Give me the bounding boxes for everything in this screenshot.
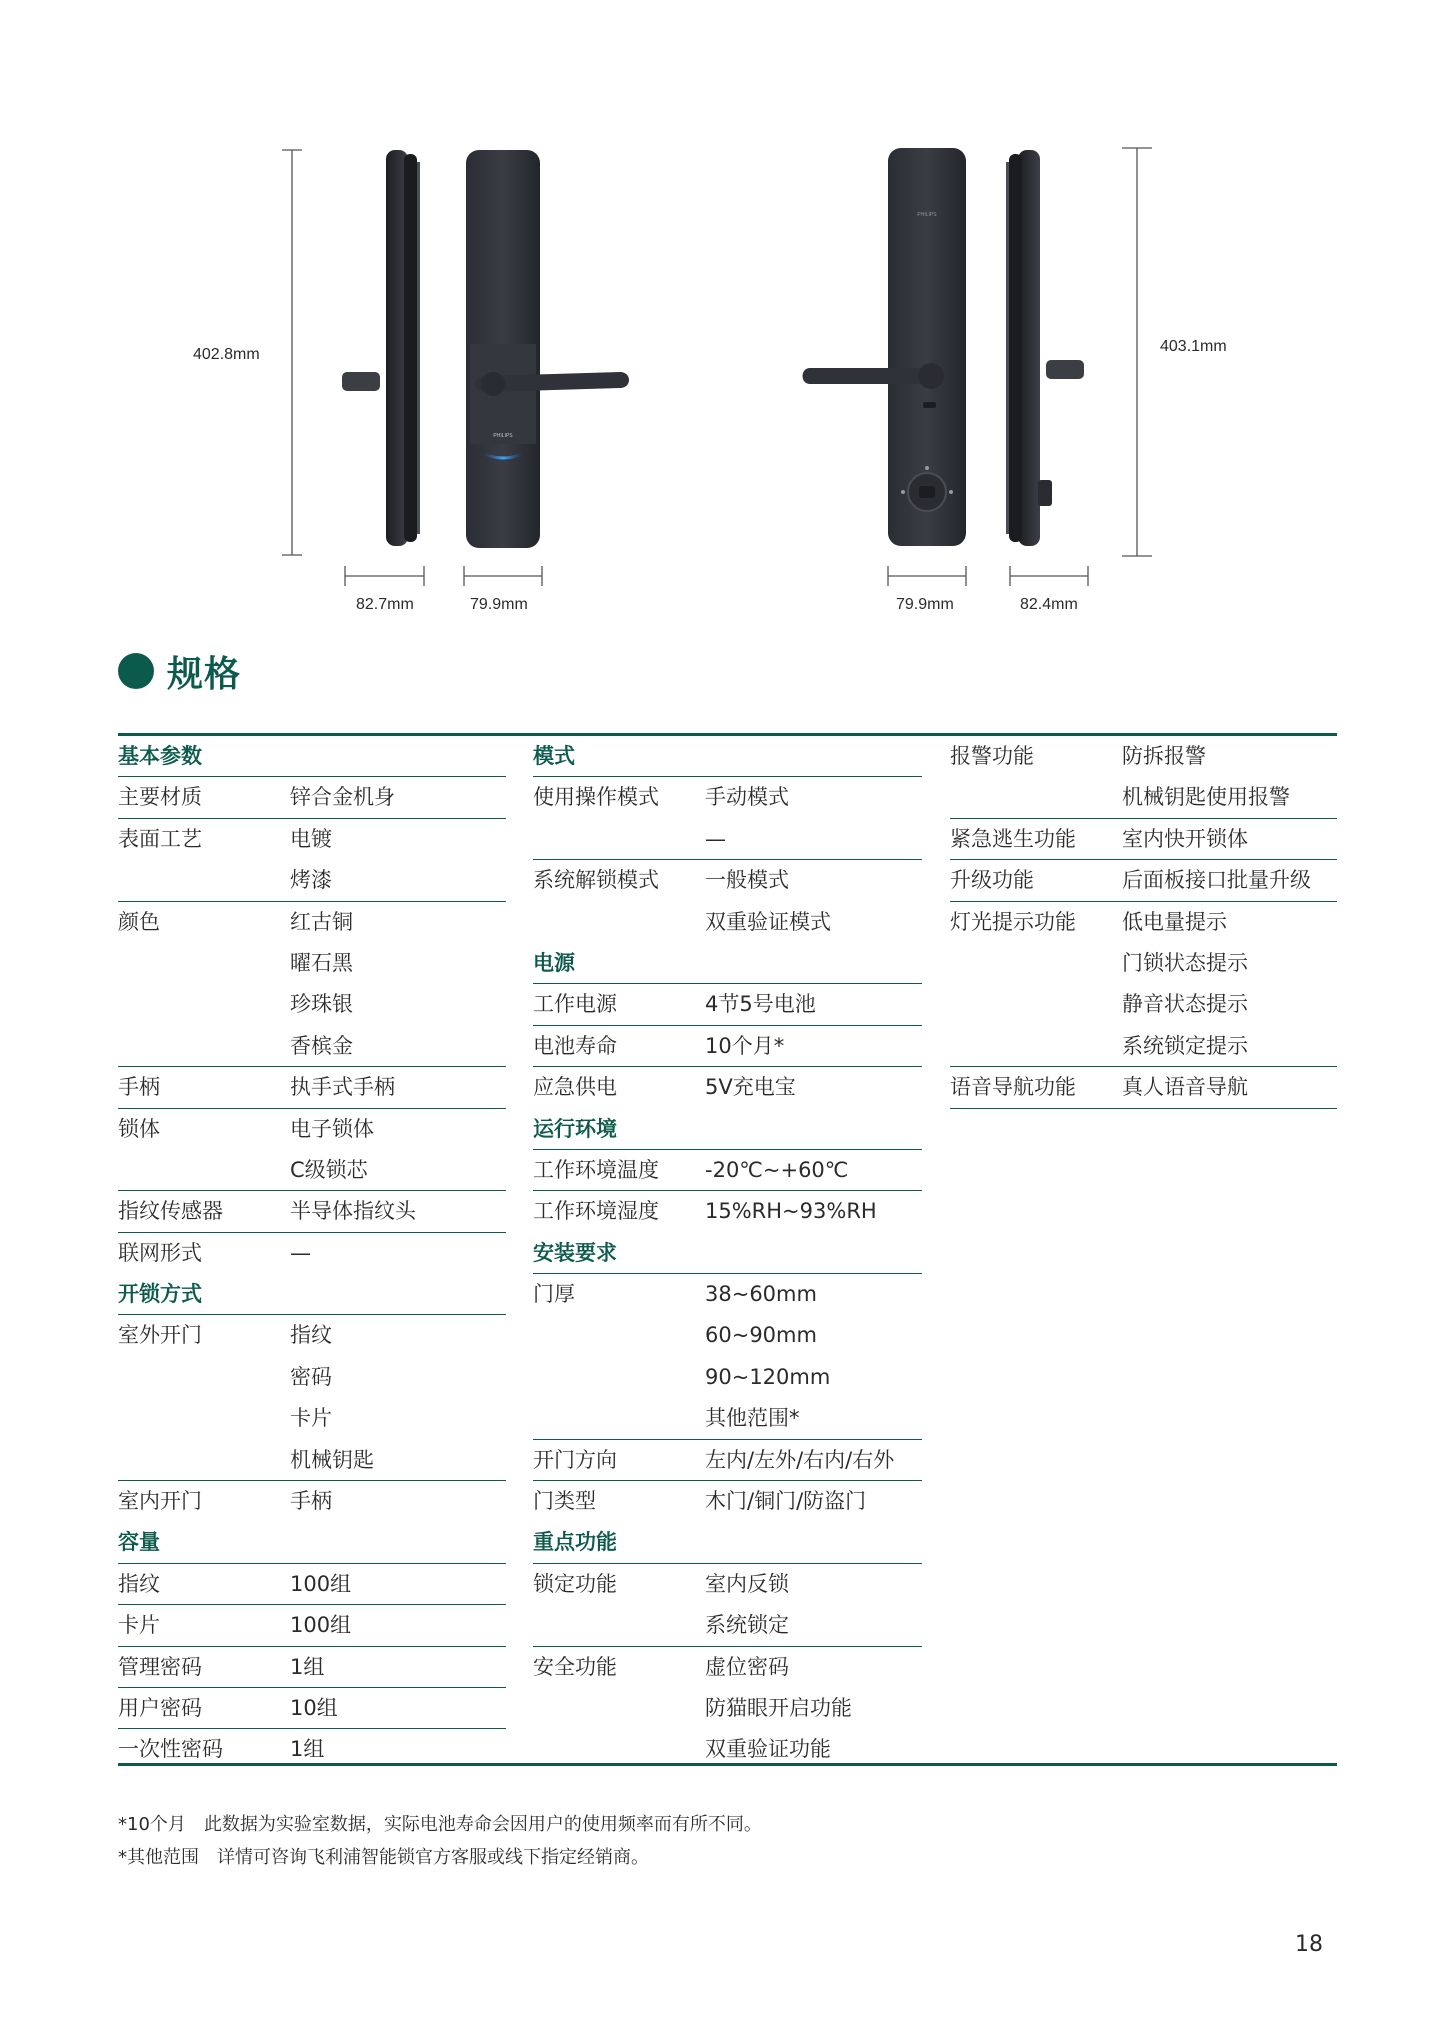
spec-value: 5V充电宝 — [705, 1075, 796, 1100]
spec-row — [533, 1564, 922, 1605]
spec-column-2 — [533, 736, 922, 1771]
left-height-dimension — [282, 150, 302, 555]
spec-row — [533, 1647, 922, 1688]
spec-row — [950, 1026, 1337, 1067]
spec-label: 联网形式 — [118, 1240, 202, 1265]
spec-row — [533, 1440, 922, 1481]
spec-value: 防猫眼开启功能 — [705, 1695, 852, 1720]
product-diagram — [0, 0, 1434, 640]
spec-row — [533, 860, 922, 901]
brand-mark: PHILIPS — [493, 433, 513, 439]
bullet-dot-icon — [118, 653, 154, 689]
spec-label: 使用操作模式 — [533, 785, 659, 810]
spec-group-header — [118, 1522, 506, 1563]
spec-label: 工作电源 — [533, 992, 617, 1017]
spec-row — [118, 1647, 506, 1688]
spec-row — [118, 1191, 506, 1232]
spec-value: 机械钥匙 — [290, 1447, 374, 1472]
spec-value: 卡片 — [290, 1406, 332, 1431]
spec-label: 门类型 — [533, 1489, 596, 1514]
spec-label: 表面工艺 — [118, 826, 202, 851]
brand-mark-back: PHILIPS — [917, 212, 937, 218]
spec-value: 指纹 — [290, 1323, 332, 1348]
spec-value: 室内反锁 — [705, 1571, 789, 1596]
spec-row — [118, 1315, 506, 1356]
spec-label: 报警功能 — [950, 744, 1034, 768]
spec-value: 木门/铜门/防盗门 — [705, 1489, 867, 1514]
spec-value: 密码 — [290, 1364, 332, 1389]
spec-row — [533, 984, 922, 1025]
spec-value: 系统锁定提示 — [1122, 1033, 1248, 1058]
lock-side-view-left — [342, 150, 420, 546]
spec-value: 100组 — [290, 1571, 352, 1596]
spec-row — [533, 1315, 922, 1356]
spec-label: 主要材质 — [118, 785, 202, 810]
spec-group-header — [118, 736, 506, 777]
group-title: 重点功能 — [533, 1530, 617, 1555]
spec-row — [533, 1481, 922, 1522]
spec-value: — — [705, 826, 726, 851]
spec-value: 门锁状态提示 — [1122, 950, 1248, 975]
spec-row — [118, 1026, 506, 1067]
spec-label: 锁定功能 — [533, 1571, 617, 1596]
group-title: 电源 — [533, 950, 575, 975]
spec-row — [533, 1398, 922, 1439]
spec-value: 手动模式 — [705, 785, 789, 810]
spec-row — [950, 1067, 1337, 1108]
spec-row — [118, 1067, 506, 1108]
spec-value: 防拆报警 — [1122, 744, 1206, 768]
right-height-dimension — [1122, 148, 1152, 556]
spec-label: 应急供电 — [533, 1075, 617, 1100]
dimension-height-right: 403.1mm — [1160, 338, 1227, 355]
spec-label: 锁体 — [118, 1116, 160, 1141]
spec-row — [533, 1026, 922, 1067]
spec-value: 烤漆 — [290, 868, 332, 893]
spec-value: 1组 — [290, 1737, 325, 1762]
spec-row — [118, 1688, 506, 1729]
spec-value: C级锁芯 — [290, 1157, 368, 1182]
spec-value: 锌合金机身 — [290, 785, 395, 810]
spec-group-header — [533, 736, 922, 777]
group-title: 基本参数 — [118, 744, 202, 768]
lock-front-view — [466, 150, 629, 548]
spec-row — [950, 777, 1337, 818]
spec-value: 1组 — [290, 1654, 325, 1679]
dimension-width-right-side: 82.4mm — [1020, 596, 1078, 613]
spec-label: 开门方向 — [533, 1447, 617, 1472]
spec-value: 静音状态提示 — [1122, 992, 1248, 1017]
spec-value: 左内/左外/右内/右外 — [705, 1447, 895, 1472]
page-number: 18 — [1295, 1932, 1323, 1957]
spec-value: 一般模式 — [705, 868, 789, 893]
spec-row — [533, 902, 922, 943]
spec-label: 系统解锁模式 — [533, 868, 659, 893]
spec-row — [533, 1688, 922, 1729]
spec-row — [950, 860, 1337, 901]
spec-label: 室内开门 — [118, 1489, 202, 1514]
spec-value: 曜石黑 — [290, 950, 353, 975]
spec-label: 灯光提示功能 — [950, 909, 1076, 934]
spec-group-header — [533, 1109, 922, 1150]
spec-value: 其他范围* — [705, 1406, 800, 1431]
spec-group-header — [533, 1233, 922, 1274]
spec-value: 电子锁体 — [290, 1116, 374, 1141]
spec-value: 执手式手柄 — [290, 1075, 395, 1100]
spec-label: 升级功能 — [950, 868, 1034, 893]
spec-group-header — [533, 1522, 922, 1563]
spec-value: 机械钥匙使用报警 — [1122, 785, 1290, 810]
spec-value: 双重验证模式 — [705, 909, 831, 934]
dimension-width-left-side: 82.7mm — [356, 596, 414, 613]
section-heading — [118, 646, 241, 696]
right-width-dimensions — [888, 566, 1088, 586]
spec-row — [950, 819, 1337, 860]
spec-label: 工作环境温度 — [533, 1157, 659, 1182]
spec-row — [118, 777, 506, 818]
spec-row — [118, 1357, 506, 1398]
spec-label: 颜色 — [118, 909, 160, 934]
spec-row — [950, 984, 1337, 1025]
group-title: 安装要求 — [533, 1240, 617, 1265]
spec-label: 门厚 — [533, 1282, 575, 1307]
spec-row — [118, 1233, 506, 1274]
lock-side-view-right — [1006, 150, 1084, 546]
section-title: 规格 — [167, 653, 242, 695]
spec-value: 系统锁定 — [705, 1613, 789, 1638]
spec-label: 一次性密码 — [118, 1737, 223, 1762]
spec-row — [118, 902, 506, 943]
spec-value: 低电量提示 — [1122, 909, 1227, 934]
spec-row — [950, 943, 1337, 984]
spec-label: 紧急逃生功能 — [950, 826, 1076, 851]
spec-row — [118, 984, 506, 1025]
spec-row — [533, 1274, 922, 1315]
spec-value: 虚位密码 — [705, 1654, 789, 1679]
group-title: 运行环境 — [533, 1116, 617, 1141]
spec-row — [533, 819, 922, 860]
spec-value: 半导体指纹头 — [290, 1199, 416, 1224]
spec-table — [118, 733, 1337, 1768]
spec-value: 38~60mm — [705, 1282, 817, 1307]
spec-value: 10个月* — [705, 1033, 785, 1058]
spec-label: 指纹传感器 — [118, 1199, 223, 1224]
spec-label: 卡片 — [118, 1613, 160, 1638]
spec-value: 珍珠银 — [290, 992, 353, 1017]
spec-row — [118, 1605, 506, 1646]
spec-group-header — [118, 1274, 506, 1315]
spec-value: 电镀 — [290, 826, 332, 851]
spec-label: 语音导航功能 — [950, 1075, 1076, 1100]
group-title: 开锁方式 — [118, 1282, 202, 1307]
spec-value: 15%RH~93%RH — [705, 1199, 877, 1224]
spec-label: 工作环境湿度 — [533, 1199, 659, 1224]
spec-value: 真人语音导航 — [1122, 1075, 1248, 1100]
spec-label: 电池寿命 — [533, 1033, 617, 1058]
spec-row — [118, 1150, 506, 1191]
group-title: 模式 — [533, 744, 575, 768]
spec-value: 双重验证功能 — [705, 1737, 831, 1762]
spec-label: 管理密码 — [118, 1654, 202, 1679]
spec-label: 指纹 — [118, 1571, 160, 1596]
spec-value: 香槟金 — [290, 1033, 353, 1058]
spec-row — [533, 1150, 922, 1191]
spec-label: 安全功能 — [533, 1654, 617, 1679]
spec-value: 后面板接口批量升级 — [1122, 868, 1311, 893]
spec-group-header — [533, 943, 922, 984]
spec-value: -20℃~+60℃ — [705, 1157, 849, 1182]
footnote-battery: *10个月 此数据为实验室数据，实际电池寿命会因用户的使用频率而有所不同。 — [118, 1814, 762, 1835]
spec-label: 室外开门 — [118, 1323, 202, 1348]
lock-back-view — [803, 148, 967, 546]
spec-row — [118, 1440, 506, 1481]
footnotes — [118, 1808, 762, 1874]
spec-value: 红古铜 — [290, 909, 353, 934]
left-width-dimensions — [345, 566, 542, 586]
spec-value: 10组 — [290, 1695, 338, 1720]
spec-row — [118, 943, 506, 984]
spec-row — [533, 1605, 922, 1646]
spec-label: 手柄 — [118, 1075, 160, 1100]
spec-column-1 — [118, 736, 506, 1771]
spec-value: 90~120mm — [705, 1364, 831, 1389]
spec-value: 4节5号电池 — [705, 992, 816, 1017]
spec-row — [533, 1357, 922, 1398]
dimension-width-left-front: 79.9mm — [470, 596, 528, 613]
group-title: 容量 — [118, 1530, 160, 1555]
table-bottom-rule — [118, 1763, 1337, 1766]
dimension-height-left: 402.8mm — [193, 346, 260, 363]
spec-label: 用户密码 — [118, 1695, 202, 1720]
spec-row — [950, 902, 1337, 943]
spec-row — [533, 1191, 922, 1232]
spec-row — [118, 1481, 506, 1522]
spec-row — [950, 736, 1337, 777]
spec-row — [118, 860, 506, 901]
footnote-range: *其他范围 详情可咨询飞利浦智能锁官方客服或线下指定经销商。 — [118, 1847, 649, 1868]
spec-row — [118, 1564, 506, 1605]
spec-row — [118, 819, 506, 860]
spec-value: — — [290, 1240, 311, 1265]
spec-row — [533, 777, 922, 818]
spec-value: 室内快开锁体 — [1122, 826, 1248, 851]
spec-row — [533, 1067, 922, 1108]
dimension-width-right-back: 79.9mm — [896, 596, 954, 613]
spec-value: 100组 — [290, 1613, 352, 1638]
spec-row — [118, 1398, 506, 1439]
spec-value: 60~90mm — [705, 1323, 817, 1348]
spec-row — [118, 1109, 506, 1150]
spec-value: 手柄 — [290, 1489, 332, 1514]
spec-column-3 — [950, 736, 1337, 1109]
